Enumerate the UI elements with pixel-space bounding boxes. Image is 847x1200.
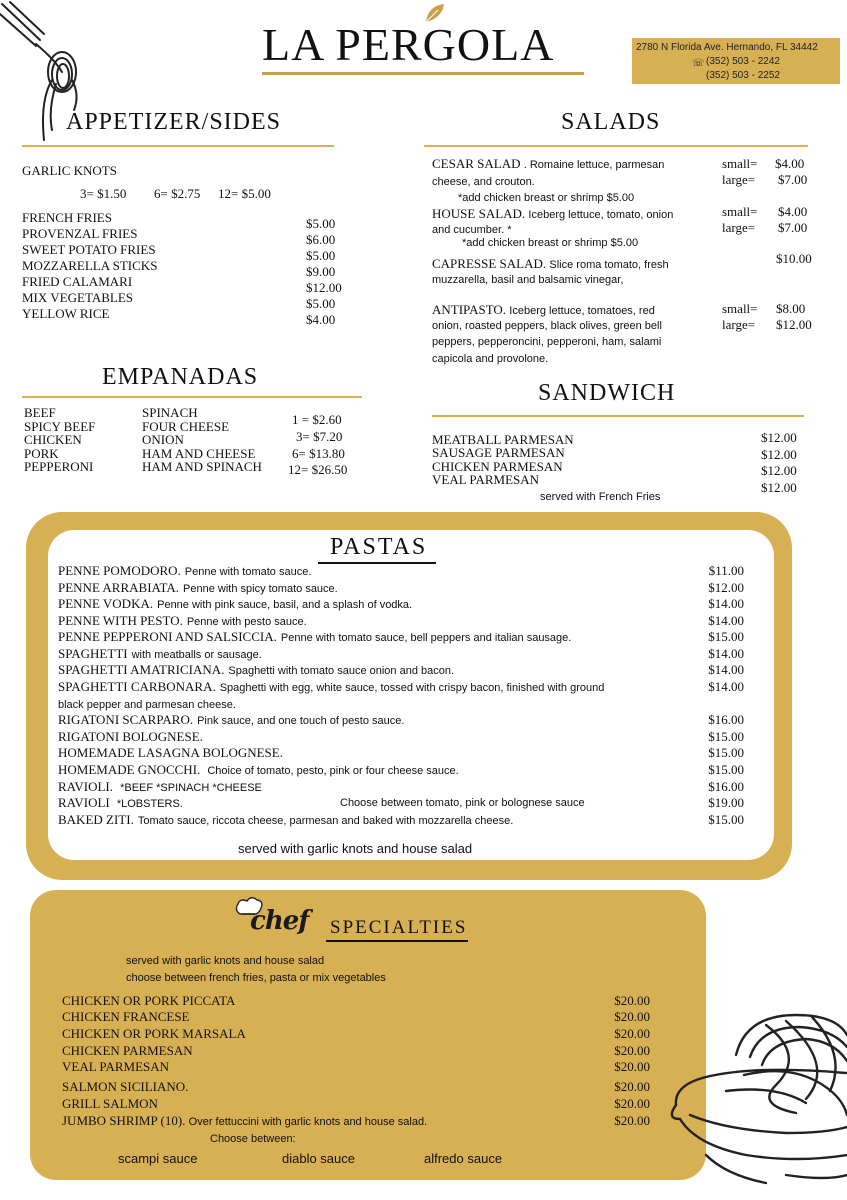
appetizers-rule [22,145,334,147]
specialty-name: CHICKEN FRANCESE [62,1009,190,1024]
pasta-row [58,729,744,746]
cesar-salad-desc: . Romaine lettuce, parmesan [523,159,665,171]
appetizer-price: $12.00 [306,280,342,295]
sandwich-name: SAUSAGE PARMESAN [432,445,565,460]
house-large-price: $7.00 [778,220,808,235]
pasta-price: $11.00 [708,563,744,578]
specialties-heading: SPECIALTIES [330,917,468,938]
phone-1: (352) 503 - 2242 [706,56,780,67]
pasta-desc: Tomato sauce, riccota cheese, parmesan and baked with mozzarella cheese. [137,815,514,827]
specialty-row [62,1113,650,1130]
pasta-row [58,812,744,829]
capresse-salad-desc-2: muzzarella, basil and balsamic vinegar, [432,274,624,286]
specialty-row [62,1026,650,1042]
pasta-price: $14.00 [708,596,744,611]
specialty-row [62,1096,650,1112]
pasta-desc: Spaghetti with egg, white sauce, tossed with crispy bacon, finished with ground [219,682,605,694]
sandwich-price: $12.00 [761,480,797,495]
jumbo-shrimp-name: JUMBO SHRIMP (10). [62,1113,186,1128]
cesar-small-price: $4.00 [775,156,805,171]
cesar-large-price: $7.00 [778,172,808,187]
empanada-item: CHICKEN [24,432,82,447]
specialty-price: $20.00 [614,1096,650,1111]
garlic-knots-price-3: 3= $1.50 [80,186,127,201]
specialty-row [62,1079,650,1095]
empanada-price: 12= $26.50 [288,462,348,477]
appetizer-price: $6.00 [306,232,336,247]
pastas-footer: served with garlic knots and house salad [238,841,473,856]
sandwich-name: VEAL PARMESAN [432,472,540,487]
pasta-price: $15.00 [708,812,744,827]
empanada-price: 6= $13.80 [292,446,345,461]
appetizer-price: $4.00 [306,312,336,327]
specialty-name: CHICKEN PARMESAN [62,1043,193,1058]
pasta-name: SPAGHETTI CARBONARA. [58,679,216,694]
empanada-item: BEEF [24,405,56,420]
pasta-desc: *LOBSTERS. [113,798,183,810]
pasta-desc: black pepper and parmesan cheese. [58,699,236,711]
appetizer-name: FRIED CALAMARI [22,274,133,289]
appetizer-name: YELLOW RICE [22,306,110,321]
house-salad [432,206,673,223]
sauce-option: diablo sauce [282,1151,355,1166]
pasta-desc: Penne with tomato sauce, bell peppers and italian sausage. [280,632,572,644]
pasta-desc: Spaghetti with tomato sauce onion and bacon. [228,665,455,677]
pasta-price: $19.00 [708,795,744,810]
sandwich-price: $12.00 [761,463,797,478]
jumbo-shrimp-desc: Over fettuccini with garlic knots and house salad. [188,1116,428,1128]
house-small-label: small= [722,204,758,219]
capresse-price: $10.00 [776,251,812,266]
empanada-item: PORK [24,445,59,461]
pasta-price: $14.00 [708,646,744,661]
specialty-name: CHICKEN OR PORK MARSALA [62,1026,246,1041]
specialty-name: VEAL PARMESAN [62,1059,170,1074]
title-underline [262,72,584,75]
house-salad-desc-2: and cucumber. * [432,224,512,236]
appetizer-name: MOZZARELLA STICKS [22,258,158,273]
pasta-desc: Penne with pink sauce, basil, and a splash of vodka. [157,599,413,611]
pasta-price: $16.00 [708,779,744,794]
pasta-name: RAVIOLI. [58,779,114,794]
pasta-row [58,662,744,679]
address: 2780 N Florida Ave. Hernando, FL 34442 [636,42,818,53]
pasta-price: $15.00 [708,729,744,744]
house-salad-add: *add chicken breast or shrimp $5.00 [462,237,639,249]
pasta-price: $12.00 [708,580,744,595]
pasta-desc: with meatballs or sausage. [131,649,262,661]
cesar-large-label: large= [722,172,756,187]
pasta-price: $14.00 [708,662,744,677]
cesar-salad [432,156,664,173]
chef-logo: chef [250,906,309,936]
pasta-name: RIGATONI BOLOGNESE. [58,729,203,744]
specialty-price: $20.00 [614,1043,650,1058]
pasta-row [58,646,744,663]
specialty-name: CHICKEN OR PORK PICCATA [62,993,236,1008]
pasta-name: RAVIOLI [58,795,110,810]
specialty-row [62,993,650,1009]
empanadas-heading: EMPANADAS [102,364,259,390]
antipasto-desc-3: peppers, pepperoncini, pepperoni, ham, salami [432,336,662,348]
pasta-desc: Penne with pesto sauce. [186,616,307,628]
phone-icon: ☏ [692,58,705,69]
house-large-label: large= [722,220,756,235]
cesar-salad-desc-2: cheese, and crouton. [432,176,535,188]
specialties-note-2: choose between french fries, pasta or mix vegetables [126,972,386,984]
sandwich-rule [432,415,804,417]
garlic-knots-price-12: 12= $5.00 [218,186,271,201]
garlic-knots-label: GARLIC KNOTS [22,163,117,178]
appetizer-price: $5.00 [306,216,336,231]
specialty-name: SALMON SICILIANO. [62,1079,189,1094]
cesar-small-label: small= [722,156,758,171]
pasta-name: PENNE WITH PESTO. [58,613,183,628]
pasta-row [58,596,744,613]
appetizer-price: $5.00 [306,248,336,263]
pasta-name: HOMEMADE LASAGNA BOLOGNESE. [58,745,283,760]
pasta-name: BAKED ZITI. [58,812,134,827]
empanada-item: ONION [142,432,184,447]
empanada-item: SPINACH [142,405,198,420]
pasta-row [58,563,744,580]
appetizers-heading: APPETIZER/SIDES [66,109,282,135]
house-small-price: $4.00 [778,204,808,219]
pasta-row [58,679,744,696]
house-salad-desc: Iceberg lettuce, tomato, onion [528,209,674,221]
pasta-name: SPAGHETTI [58,646,128,661]
pasta-desc: Penne with spicy tomato sauce. [183,583,338,595]
pasta-name: SPAGHETTI AMATRICIANA. [58,662,225,677]
pasta-price: $16.00 [708,712,744,727]
jumbo-shrimp-price: $20.00 [614,1113,650,1128]
salads-rule [424,145,808,147]
pasta-name: PENNE ARRABIATA. [58,580,180,595]
cesar-salad-name: CESAR SALAD [432,156,521,171]
specialty-price: $20.00 [614,1059,650,1074]
antipasto-large-label: large= [722,317,756,332]
pasta-row [58,762,744,779]
appetizer-name: PROVENZAL FRIES [22,226,138,241]
capresse-salad-name: CAPRESSE SALAD. [432,256,547,271]
empanada-item: FOUR CHEESE [142,418,230,434]
empanada-item: HAM AND SPINACH [142,459,262,474]
specialty-price: $20.00 [614,993,650,1008]
antipasto-name: ANTIPASTO. [432,302,507,317]
antipasto-desc-4: capicola and provolone. [432,353,549,365]
pasta-name: HOMEMADE GNOCCHI. [58,762,201,777]
antipasto-large-price: $12.00 [776,317,812,332]
specialty-name: GRILL SALMON [62,1096,158,1111]
pasta-desc: Choice of tomato, pesto, pink or four cheese sauce. [204,765,459,777]
contact-box [632,38,840,84]
sauce-choice-label: Choose between: [210,1133,296,1145]
empanadas-col1 [24,406,95,474]
specialty-row [62,1059,650,1075]
pasta-price: $14.00 [708,613,744,628]
antipasto-small-price: $8.00 [776,301,806,316]
pasta-price: $14.00 [708,679,744,694]
pasta-name: RIGATONI SCARPARO. [58,712,194,727]
pasta-row [58,580,744,597]
garlic-knots-price-6: 6= $2.75 [154,186,201,201]
restaurant-title: LA PERGOLA [262,19,555,70]
capresse-salad [432,256,669,273]
appetizer-price: $5.00 [306,296,336,311]
empanada-item: SPICY BEEF [24,418,96,434]
specialty-row [62,1009,650,1025]
specialty-price: $20.00 [614,1009,650,1024]
specialties-heading-rule [326,940,468,942]
sandwich-name: MEATBALL PARMESAN [432,432,574,447]
pasta-row [58,629,744,646]
pasta-price: $15.00 [708,745,744,760]
pasta-desc: Pink sauce, and one touch of pesto sauce. [197,715,405,727]
appetizer-name: MIX VEGETABLES [22,290,134,305]
pasta-price: $15.00 [708,762,744,777]
sandwich-note: served with French Fries [540,491,661,503]
appetizer-price: $9.00 [306,264,336,279]
capresse-salad-desc: Slice roma tomato, fresh [549,259,669,271]
antipasto-desc: Iceberg lettuce, tomatoes, red [509,305,655,317]
pasta-name: PENNE PEPPERONI AND SALSICCIA. [58,629,277,644]
pasta-name: PENNE POMODORO. [58,563,181,578]
specialty-row [62,1043,650,1059]
sandwich-heading: SANDWICH [538,380,676,406]
empanada-price: 3= $7.20 [296,429,343,444]
specialty-price: $20.00 [614,1079,650,1094]
pasta-row [58,696,744,713]
empanadas-col2 [142,406,262,474]
ravioli-sauce-note: Choose between tomato, pink or bolognese sauce [340,797,585,809]
cesar-salad-add: *add chicken breast or shrimp $5.00 [458,192,635,204]
sandwich-price: $12.00 [761,430,797,445]
empanada-item: PEPPERONI [24,459,94,474]
pastas-heading: PASTAS [330,534,428,560]
specialties-note-1: served with garlic knots and house salad [126,955,325,967]
sauce-option: scampi sauce [118,1151,198,1166]
specialty-price: $20.00 [614,1026,650,1041]
empanada-price: 1 = $2.60 [292,412,342,427]
house-salad-name: HOUSE SALAD. [432,206,526,221]
sandwich-name: CHICKEN PARMESAN [432,459,563,474]
antipasto-small-label: small= [722,301,758,316]
pasta-name: PENNE VODKA. [58,596,154,611]
empanadas-rule [22,396,362,398]
pasta-row [58,712,744,729]
pasta-price: $15.00 [708,629,744,644]
antipasto [432,302,655,319]
spaghetti-plate-icon [666,995,847,1200]
pasta-row [58,779,744,796]
pasta-desc: *BEEF *SPINACH *CHEESE [117,782,262,794]
pasta-row [58,613,744,630]
salads-heading: SALADS [561,109,661,135]
phone-2: (352) 503 - 2252 [706,70,780,81]
sauce-option: alfredo sauce [424,1151,503,1166]
empanada-item: HAM AND CHEESE [142,445,256,461]
pasta-desc: Penne with tomato sauce. [184,566,312,578]
antipasto-desc-2: onion, roasted peppers, black olives, green bell [432,320,662,332]
appetizer-name: FRENCH FRIES [22,210,112,225]
pasta-row [58,745,744,762]
sandwich-price: $12.00 [761,447,797,462]
appetizer-name: SWEET POTATO FRIES [22,242,156,257]
